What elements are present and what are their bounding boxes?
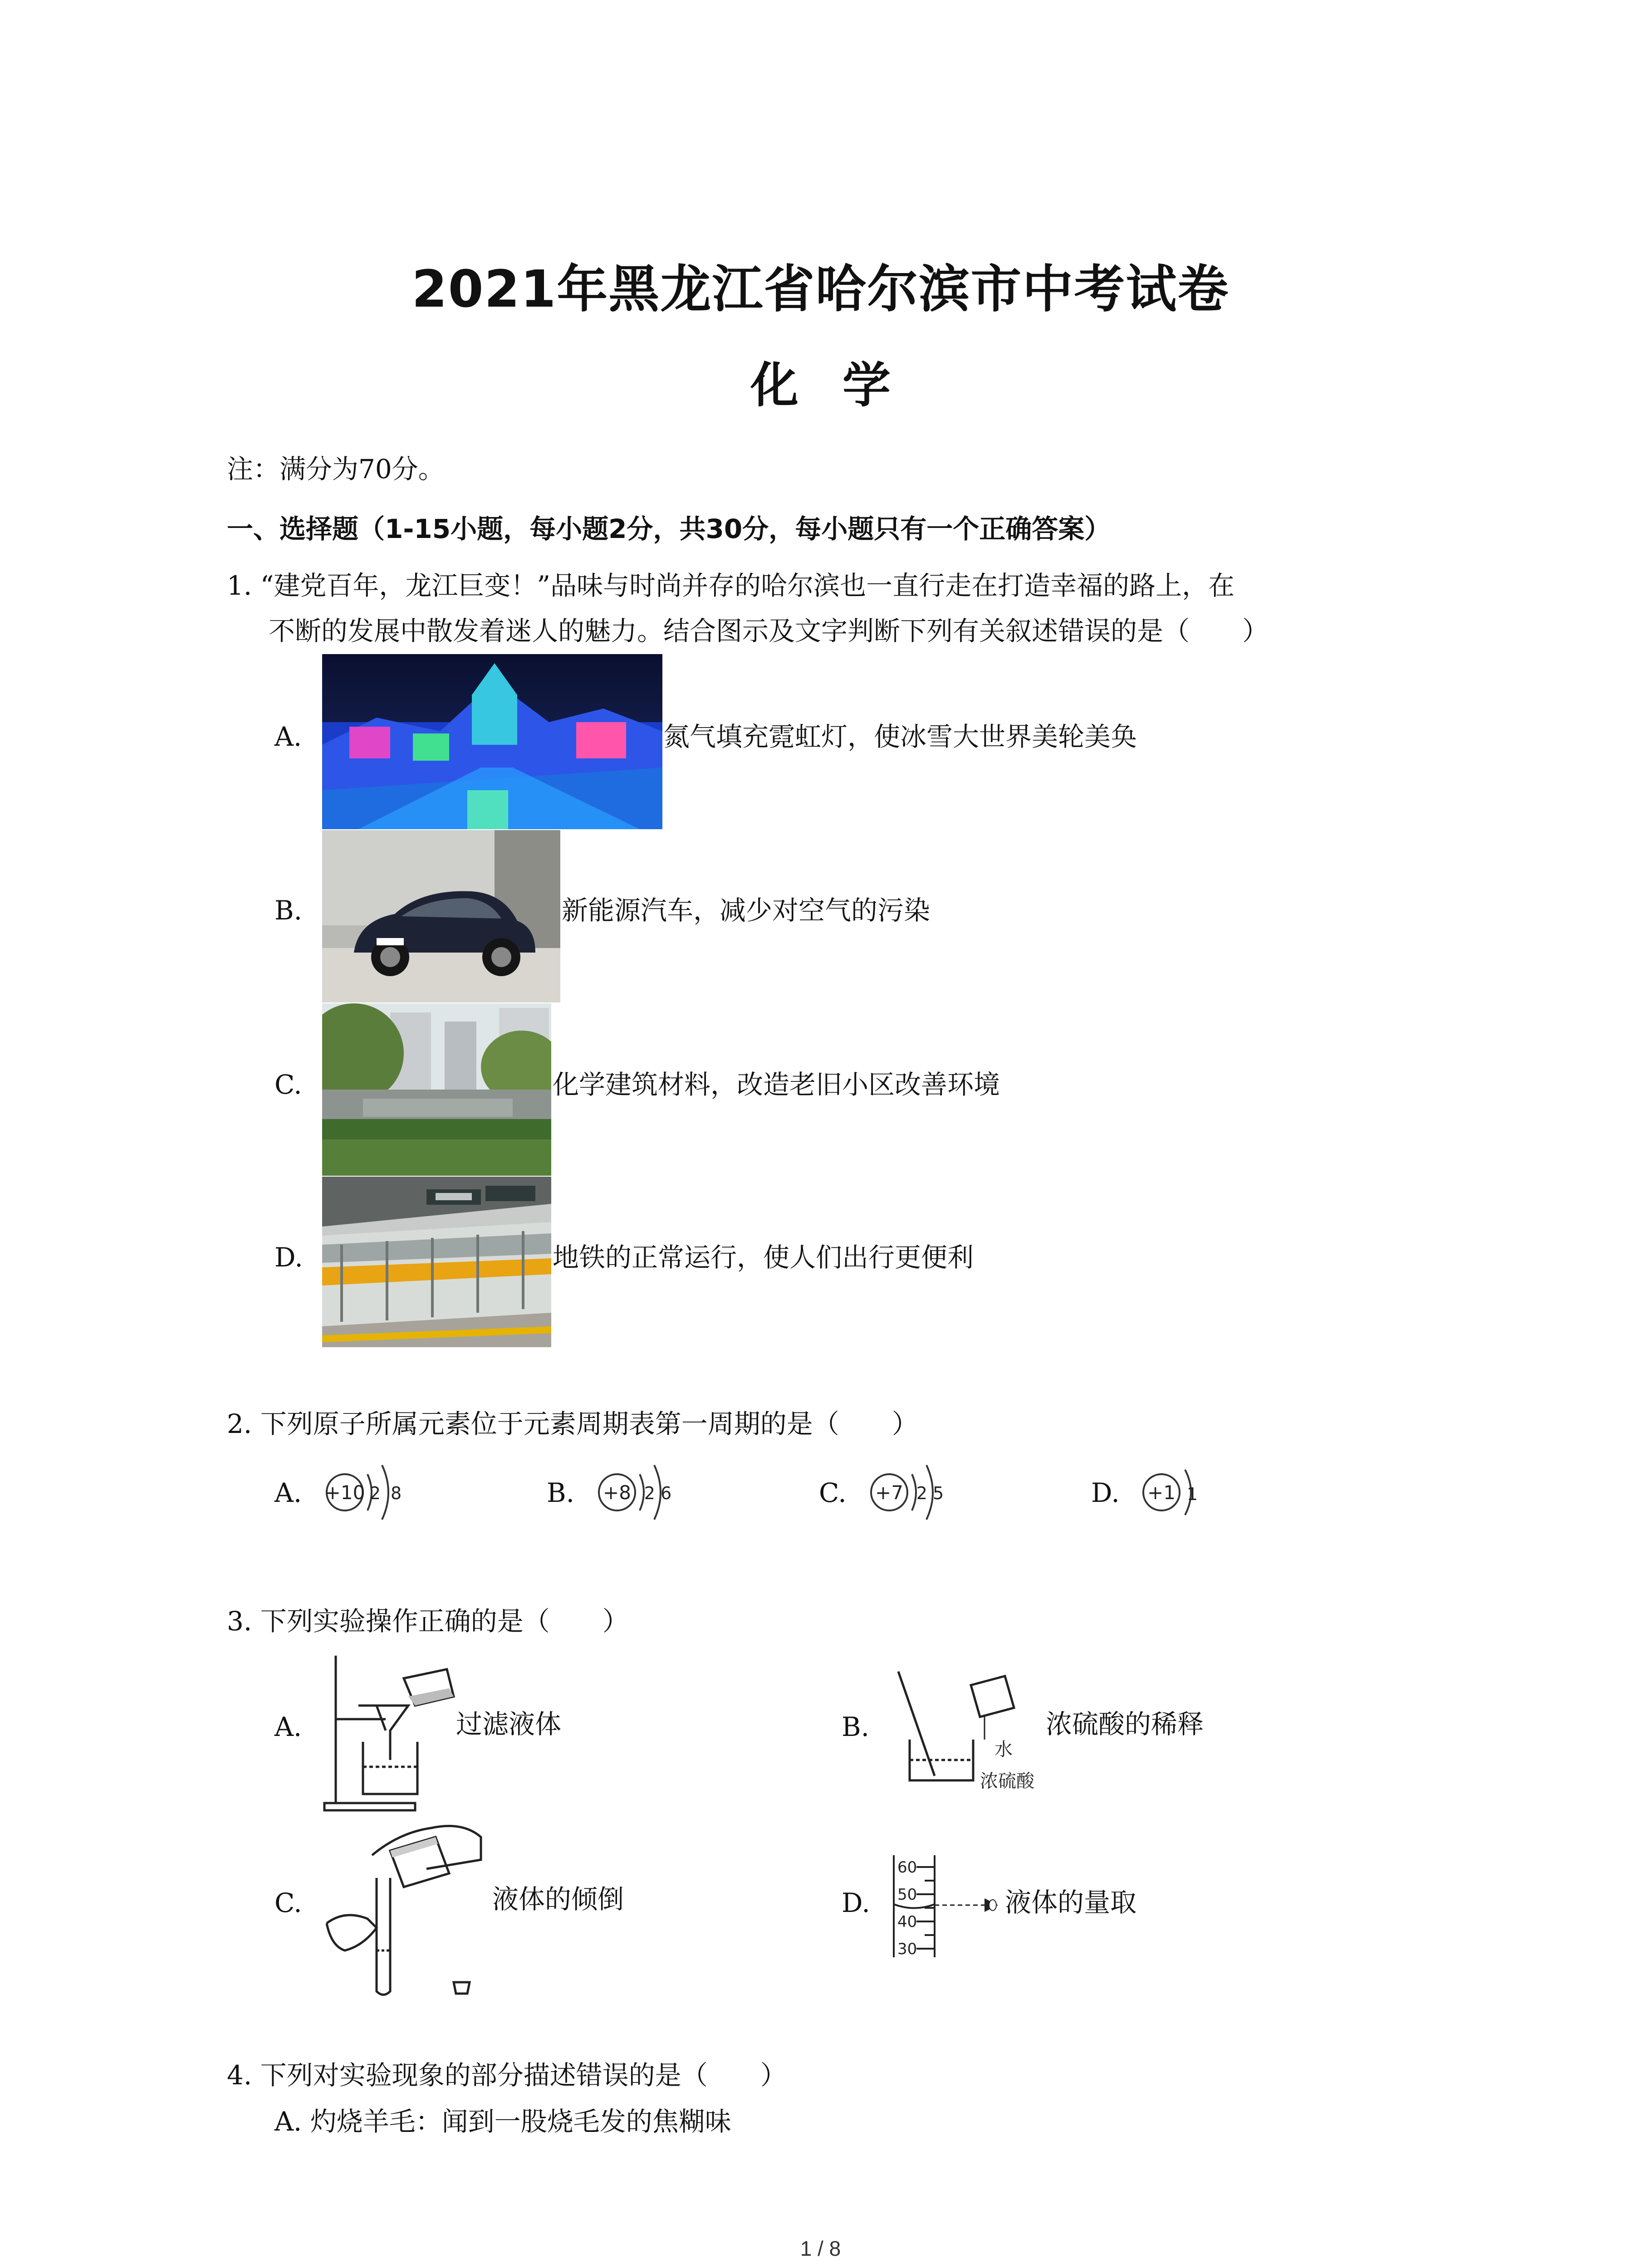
q3-option-c-text: 液体的倾倒 <box>492 1884 624 1915</box>
q2-atom-diagram-a <box>318 1458 408 1526</box>
q2-d-shells: 1 <box>1186 1484 1198 1504</box>
water-label: 水 <box>994 1739 1013 1760</box>
q1-option-b-text: 新能源汽车，减少对空气的污染 <box>562 895 931 926</box>
q3-option-a-text: 过滤液体 <box>456 1709 562 1740</box>
q3-option-c-label: C. <box>274 1887 302 1918</box>
q2-a-nucleus: +10 <box>324 1481 365 1504</box>
ice-snow-world-photo <box>322 654 662 829</box>
q2-option-a-label: A. <box>274 1477 302 1508</box>
q2-c-nucleus: +7 <box>875 1481 903 1504</box>
section-heading: 一、选择题（1-15小题，每小题2分，共30分，每小题只有一个正确答案） <box>227 513 1111 544</box>
q2-atom-diagram-b <box>590 1458 681 1526</box>
q2-b-shells: 2 6 <box>644 1483 672 1503</box>
q2-option-b-label: B. <box>547 1477 575 1508</box>
q1-line1: 1. “建党百年，龙江巨变！”品味与时尚并存的哈尔滨也一直行走在打造幸福的路上，在 <box>227 570 1235 601</box>
electric-car-photo <box>322 830 560 1002</box>
exam-title: 2021年黑龙江省哈尔滨市中考试卷 <box>411 260 1230 319</box>
cyl-mark-50: 50 <box>897 1886 917 1904</box>
acid-dilution-figure <box>889 1667 1043 1799</box>
q4-option-a: A. 灼烧羊毛：闻到一股烧毛发的焦糊味 <box>274 2106 731 2137</box>
q2-atom-diagram-d <box>1134 1458 1216 1526</box>
residential-area-photo <box>322 1003 551 1176</box>
q2-a-shells: 2 8 <box>369 1483 402 1503</box>
score-note: 注：满分为70分。 <box>227 454 445 484</box>
q1-option-d-label: D. <box>274 1242 303 1273</box>
liquid-pouring-figure <box>318 1810 490 2000</box>
q2-b-nucleus: +8 <box>603 1481 631 1504</box>
q1-option-a-label: A. <box>274 721 302 752</box>
conc-acid-label: 浓硫酸 <box>980 1771 1034 1792</box>
subject-title: 化 学 <box>750 357 891 413</box>
subway-station-photo <box>322 1177 551 1347</box>
q1-option-c-label: C. <box>274 1069 302 1100</box>
cyl-mark-30: 30 <box>897 1940 917 1958</box>
q3-option-d-text: 液体的量取 <box>1005 1887 1137 1918</box>
filtration-apparatus-figure <box>318 1647 463 1814</box>
q2-atom-diagram-c <box>862 1458 953 1526</box>
q2-stem: 2. 下列原子所属元素位于元素周期表第一周期的是（ ） <box>227 1408 918 1439</box>
q1-option-a-text: 氮气填充霓虹灯，使冰雪大世界美轮美奂 <box>663 721 1137 752</box>
q2-option-c-label: C. <box>819 1477 847 1508</box>
q4-stem: 4. 下列对实验现象的部分描述错误的是（ ） <box>227 2060 787 2091</box>
q2-d-nucleus: +1 <box>1147 1481 1176 1504</box>
q2-c-shells: 2 5 <box>916 1483 944 1503</box>
q3-option-a-label: A. <box>274 1711 302 1742</box>
q1-option-d-text: 地铁的正常运行，使人们出行更便利 <box>553 1242 974 1273</box>
cyl-mark-40: 40 <box>897 1913 917 1931</box>
page-number: 1 / 8 <box>800 2237 841 2260</box>
q2-option-d-label: D. <box>1091 1477 1120 1508</box>
q3-stem: 3. 下列实验操作正确的是（ ） <box>227 1606 629 1637</box>
cyl-mark-60: 60 <box>897 1858 917 1877</box>
q3-option-b-label: B. <box>842 1711 870 1742</box>
q1-line2: 不断的发展中散发着迷人的魅力。结合图示及文字判断下列有关叙述错误的是（ ） <box>269 616 1269 646</box>
q3-option-b-text: 浓硫酸的稀释 <box>1046 1709 1204 1740</box>
q3-option-d-label: D. <box>842 1887 870 1918</box>
q1-option-c-text: 化学建筑材料，改造老旧小区改善环境 <box>553 1069 1000 1100</box>
q1-option-b-label: B. <box>274 895 303 926</box>
